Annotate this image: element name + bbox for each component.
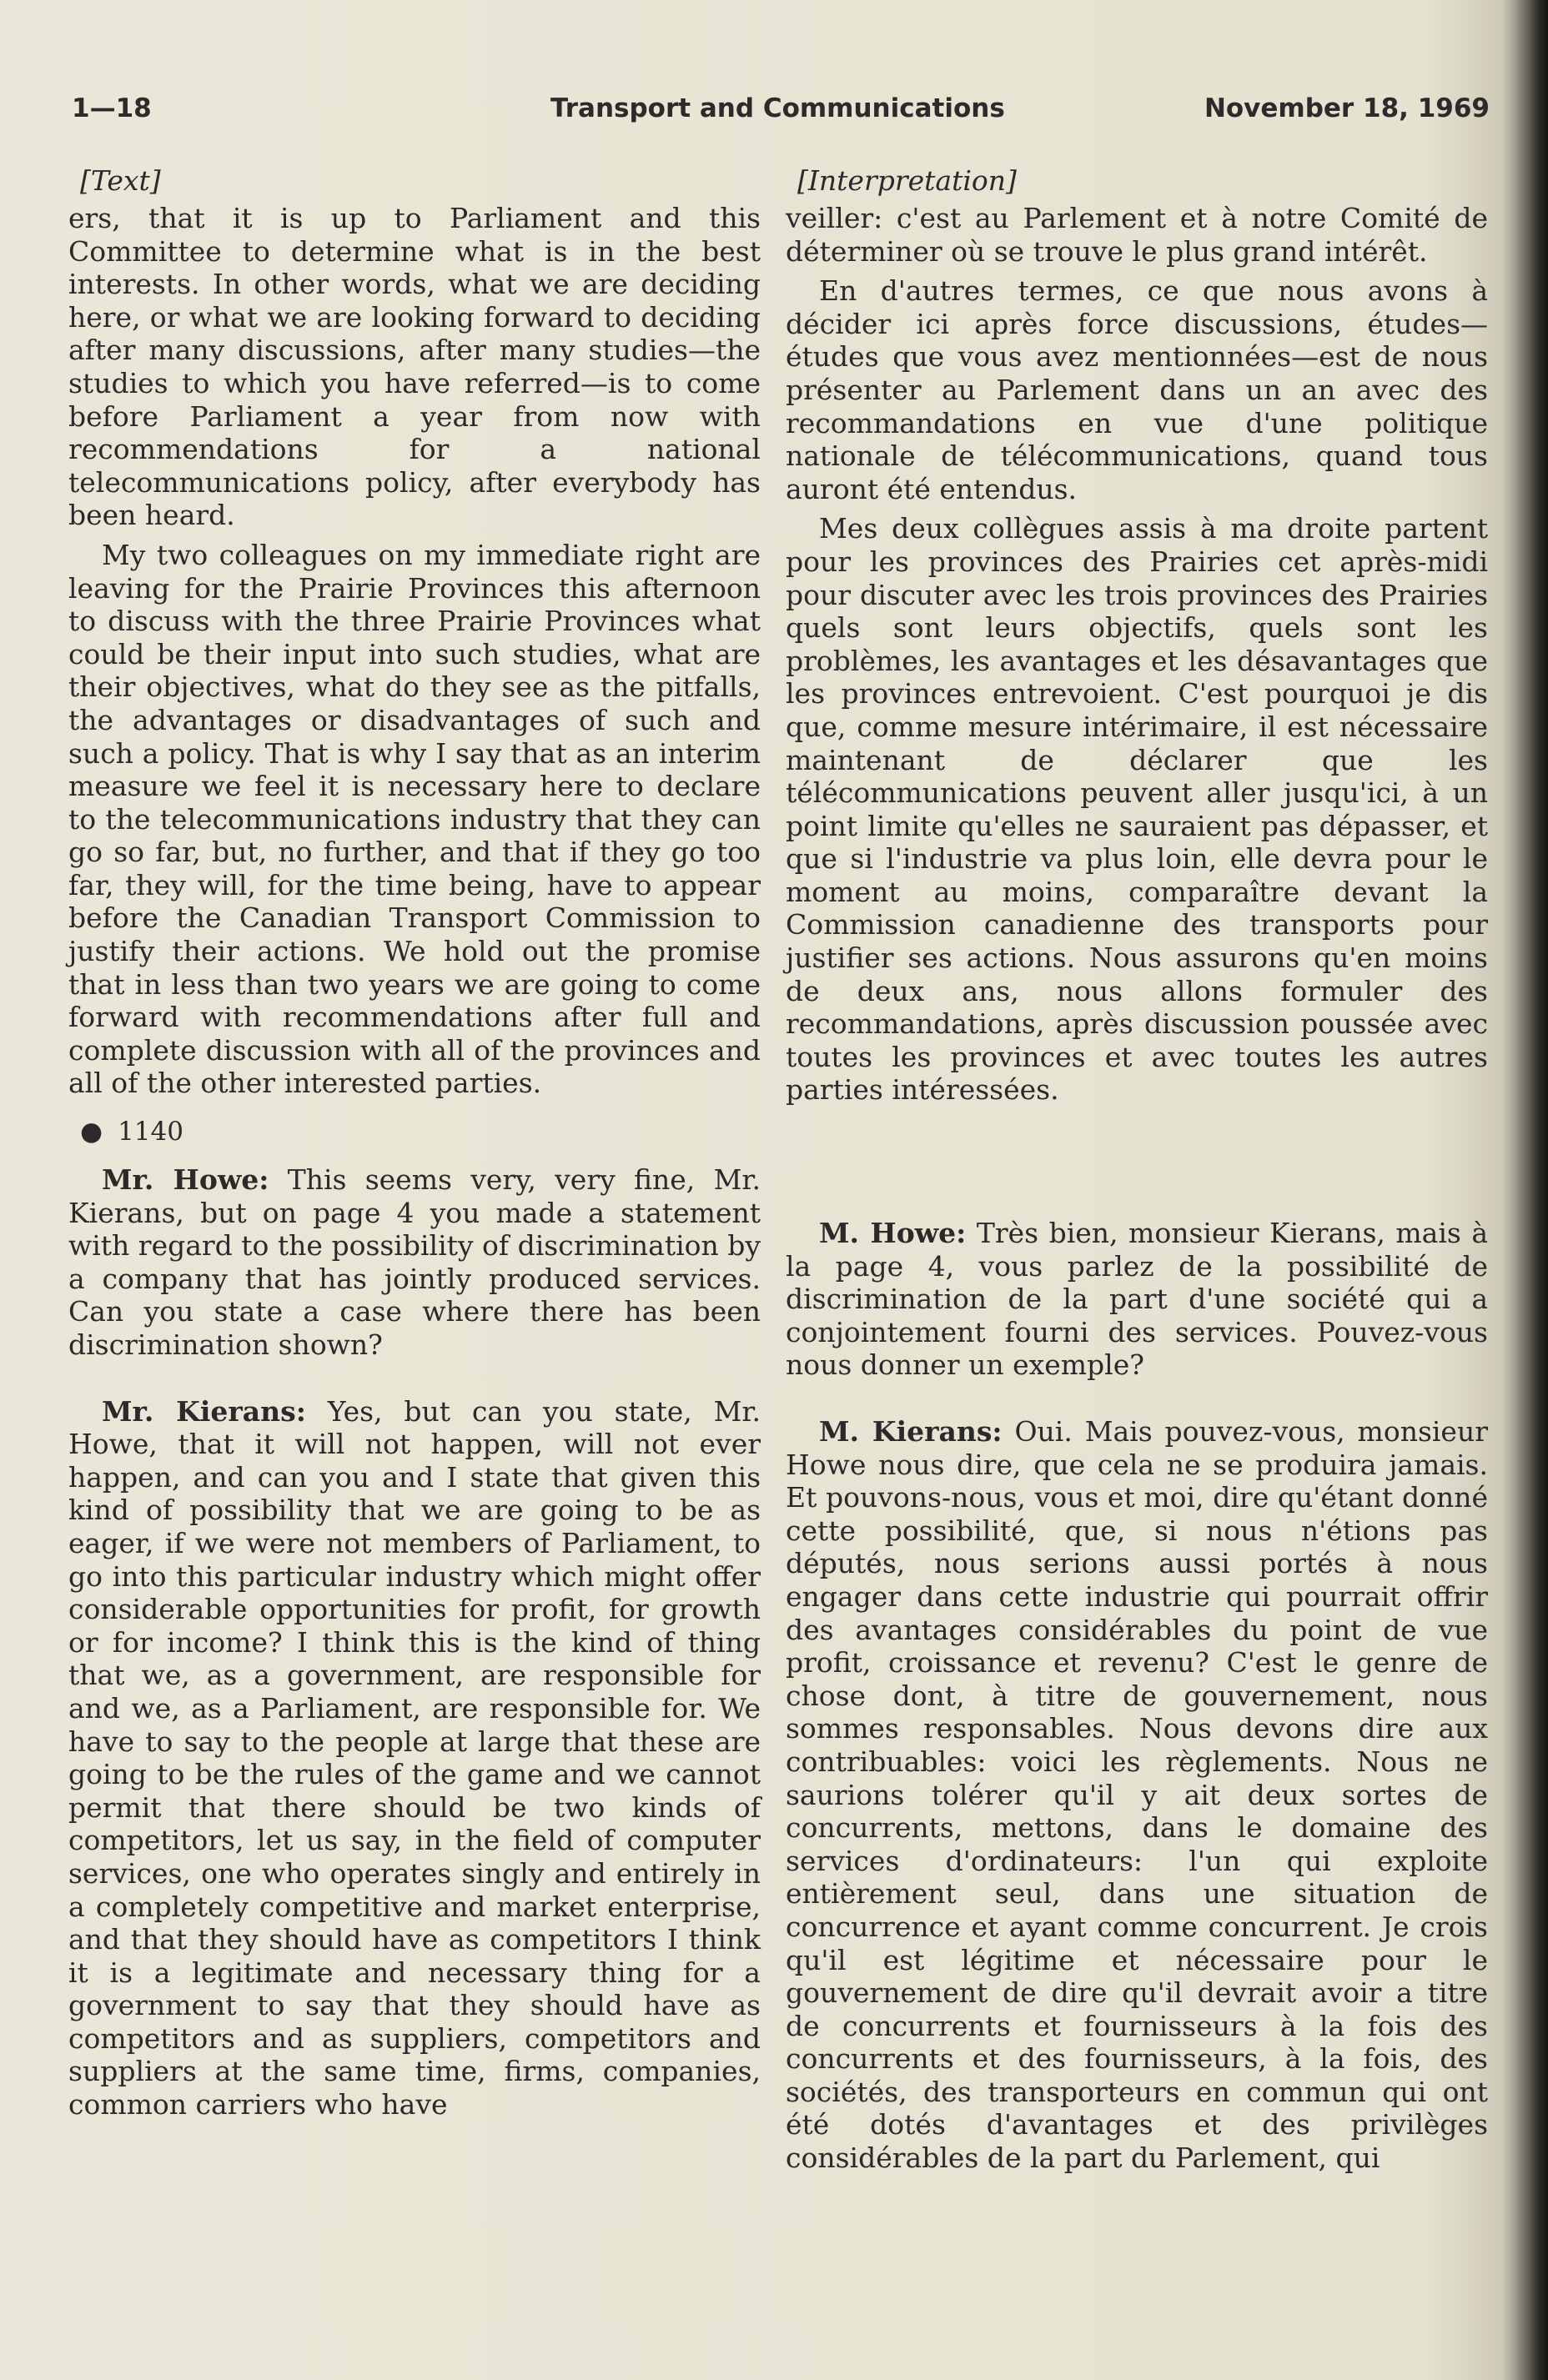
page-number: 1—18 [72,93,152,123]
paragraph: Mes deux collègues assis à ma droite partent pour les provinces des Prairies cet après-midi pour discuter avec les trois provinces des Prairies quels sont leurs objectifs, quels sont les problèmes, les avantages et les désavantages que les provinces entrevoient. C'est pourquoi je dis que, comme mesure intérimaire, il est nécessaire maintenant de déclarer que les télécommunications peuvent aller jusqu'ici, à un point limite qu'elles ne sauraient pas dépasser, et que si l'industrie va plus loin, elle devra pour le moment au moins, comparaître devant la Commission canadienne des transports pour justifier ses actions. Nous assurons qu'en moins de deux ans, nous allons formuler des recommandations, après discussion poussée avec toutes les provinces et avec toutes les autres parties intéressées. [786,512,1488,1107]
paragraph: My two colleagues on my immediate right are leaving for the Prairie Provinces this afternoon to discuss with the three Prairie Provinces what could be their input into such studies, what are their objectives, what do they see as the pitfalls, the advantages or disadvantages of such and such a policy. That is why I say that as an interim measure we feel it is necessary here to declare to the telecommunications industry that they can go so far, but, no further, and that if they go too far, they will, for the time being, have to appear before the Canadian Transport Commission to justify their actions. We hold out the promise that in less than two years we are going to come forward with recommendations after full and complete discussion with all of the provinces and all of the other interested parties. [68,538,761,1100]
bullet-icon: ● [80,1117,103,1147]
time-marker [68,1115,761,1148]
paragraph: En d'autres termes, ce que nous avons à décider ici après force discussions, études—études que vous avez mentionnées—est de nous présenter au Parlement dans un an avec des recommandations en vue d'une politique nationale de télécommunications, quand tous auront été entendus. [786,274,1488,505]
speaker-paragraph [786,1415,1488,2175]
speech-text: Yes, but can you state, Mr. Howe, that it will not happen, will not ever happen, and can you and I state that given this kind of possibility that we are going to be as eager, if we were not members of Parliament, to go into this particular industry which might offer considerable opportunities for profit, for growth or for income? I think this is the kind of thing that we, as a government, are responsible for and we, as a Parliament, are responsible for. We have to say to the people at large that these are going to be the rules of the game and we cannot permit that there should be two kinds of competitors, let us say, in the field of computer services, one who operates singly and entirely in a completely competitive and market enterprise, and that they should have as competitors I think it is a legitimate and necessary thing for a government to say that they should have as competitors and as suppliers, competitors and suppliers at the same time, firms, companies, common carriers who have [68,1394,761,2121]
speaker-name: M. Howe: [819,1217,967,1250]
speaker-name: Mr. Howe: [102,1163,269,1197]
speech-text: Oui. Mais pouvez-vous, monsieur Howe nous dire, que cela ne se produira jamais. Et pouvons-nous, vous et moi, dire qu'étant donné cette possibilité, que, si nous n'étions pas députés, nous serions aussi portés à nous engager dans cette industrie qui pourrait offrir des avantages considérables du point de vue profit, croissance et revenu? C'est le genre de chose dont, à titre de gouvernement, nous sommes responsables. Nous devons dire aux contribuables: voici les règlements. Nous ne saurions tolérer qu'il y ait deux sortes de concurrents, mettons, dans le domaine des services d'ordinateurs: l'un qui exploite entièrement seul, dans une situation de concurrence et ayant comme concurrent. Je crois qu'il est légitime et nécessaire pour le gouvernement de dire qu'il devrait avoir a titre de concurrents et fournisseurs à la fois des concurrents et des fournisseurs, à la fois, des sociétés, des transporteurs en commun qui ont été dotés d'avantages et des privilèges considérables de la part du Parlement, qui [786,1415,1488,2175]
header-date: November 18, 1969 [1204,93,1490,123]
page-header [72,93,1490,132]
speaker-name: Mr. Kierans: [102,1394,306,1428]
paragraph: veiller: c'est au Parlement et à notre Comité de déterminer où se trouve le plus grand intérêt. [786,202,1488,268]
speaker-paragraph [68,1163,761,1362]
french-interpretation-column [786,163,1488,2175]
time-marker-value: 1140 [118,1117,183,1147]
speaker-paragraph [68,1395,761,2121]
speaker-name: M. Kierans: [819,1415,1003,1448]
paragraph: ers, that it is up to Parliament and this Committee to determine what is in the best interests. In other words, what we are deciding here, or what we are looking forward to deciding after many discussions, after many studies—the studies to which you have referred—is to come before Parliament a year from now with recommendations for a national telecommunications policy, after everybody has been heard. [68,202,761,532]
column-label-text: [Text] [80,164,161,197]
speech-text: This seems very, very fine, Mr. Kierans, but on page 4 you made a statement with regard to the possibility of discrimination by a company that has jointly produced services. Can you state a case where there has been discrimination shown? [68,1163,761,1361]
english-text-column [68,163,761,2121]
speech-text: Très bien, monsieur Kierans, mais à la page 4, vous parlez de la possibilité de discrimination de la part d'une société qui a conjointement fourni des services. Pouvez-vous nous donner un exemple? [786,1217,1489,1382]
running-title: Transport and Communications [550,93,1005,123]
binding-shadow [1515,0,1548,2380]
column-label-interpretation: [Interpretation] [797,164,1017,197]
speaker-paragraph [786,1217,1488,1382]
